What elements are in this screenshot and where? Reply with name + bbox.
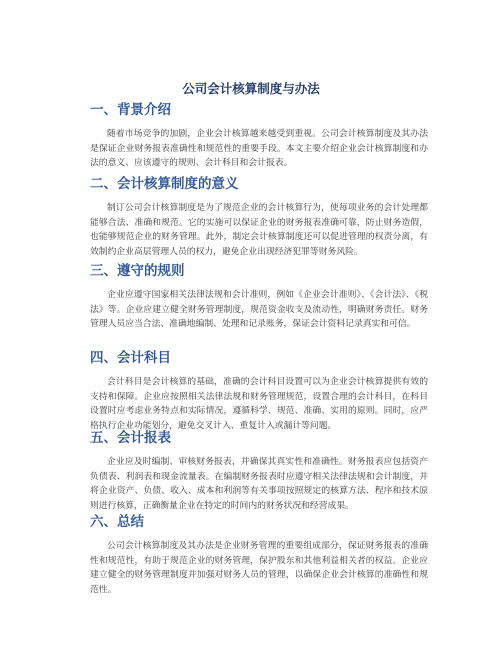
document-title: 公司会计核算制度与办法 <box>182 81 320 96</box>
section-paragraph: 企业应及时编制、审核财务报表，并确保其真实性和准确性。财务报表应包括资产负债表、利润表和现金流量表。在编制财务报表时应遵守相关法律法规和会计制度，并将企业资产、负债、收入、成本和利润等有关事项按照规定的核算方法、程序和技术原则进行核算，正确衡量企业在特定的时间内的财务状况和经营成果。 <box>90 457 428 511</box>
section-reports <box>90 429 428 513</box>
section-accounts <box>90 349 428 433</box>
section-paragraph: 制订公司会计核算制度是为了规范企业的会计核算行为，使每项业务的会计处理都能够合法、准确和规范。它的实施可以保证企业的财务报表准确可靠，防止财务造假，也能够规范企业的财务管理。此外，制定会计核算制度还可以促进管理的权责分离，有效制约企业高层管理人员的权力，避免企业出现经济犯罪等财务风险。 <box>90 203 428 257</box>
section-paragraph: 公司会计核算制度及其办法是企业财务管理的重要组成部分，保证财务报表的准确性和规范性，有助于规范企业的财务管理，保护股东和其他利益相关者的权益。企业应建立健全的财务管理制度并加强对财务人员的管理，以确保企业会计核算的准确性和规范性。 <box>90 541 428 595</box>
section-paragraph: 企业应遵守国家相关法律法规和会计准则，例如《企业会计准则》、《会计法》、《税法》等。企业应建立健全财务管理制度，规范资金收支及流动性，明确财务责任。财务管理人员应当合法、准确地编制、处理和记录账务，保证会计资料记录真实和可信。 <box>90 290 428 330</box>
section-heading: 五、会计报表 <box>90 430 171 446</box>
section-heading: 三、遵守的规则 <box>90 263 185 279</box>
section-heading: 六、总结 <box>90 514 144 530</box>
section-heading: 二、会计核算制度的意义 <box>90 176 239 192</box>
section-rules <box>90 262 428 332</box>
section-summary <box>90 513 428 597</box>
section-heading: 四、会计科目 <box>90 350 171 366</box>
section-background <box>90 101 428 171</box>
section-heading: 一、背景介绍 <box>90 102 171 118</box>
section-paragraph: 会计科目是会计核算的基础，准确的会计科目设置可以为企业会计核算提供有效的支持和保障。企业应按照相关法律法规和财务管理规范，设置合理的会计科目，在科目设置时应考虑业务特点和实际情况，遵循科学、规范、准确、实用的原则。同时，应严格执行企业功能划分，避免交叉计入、重复计入或漏计等问题。 <box>90 377 428 431</box>
section-paragraph: 随着市场竞争的加剧，企业会计核算越来越受到重视。公司会计核算制度及其办法是保证企业财务报表准确性和规范性的重要手段。本文主要介绍企业会计核算制度和办法的意义、应该遵守的规则、会计科目和会计报表。 <box>90 129 428 169</box>
section-significance <box>90 175 428 259</box>
